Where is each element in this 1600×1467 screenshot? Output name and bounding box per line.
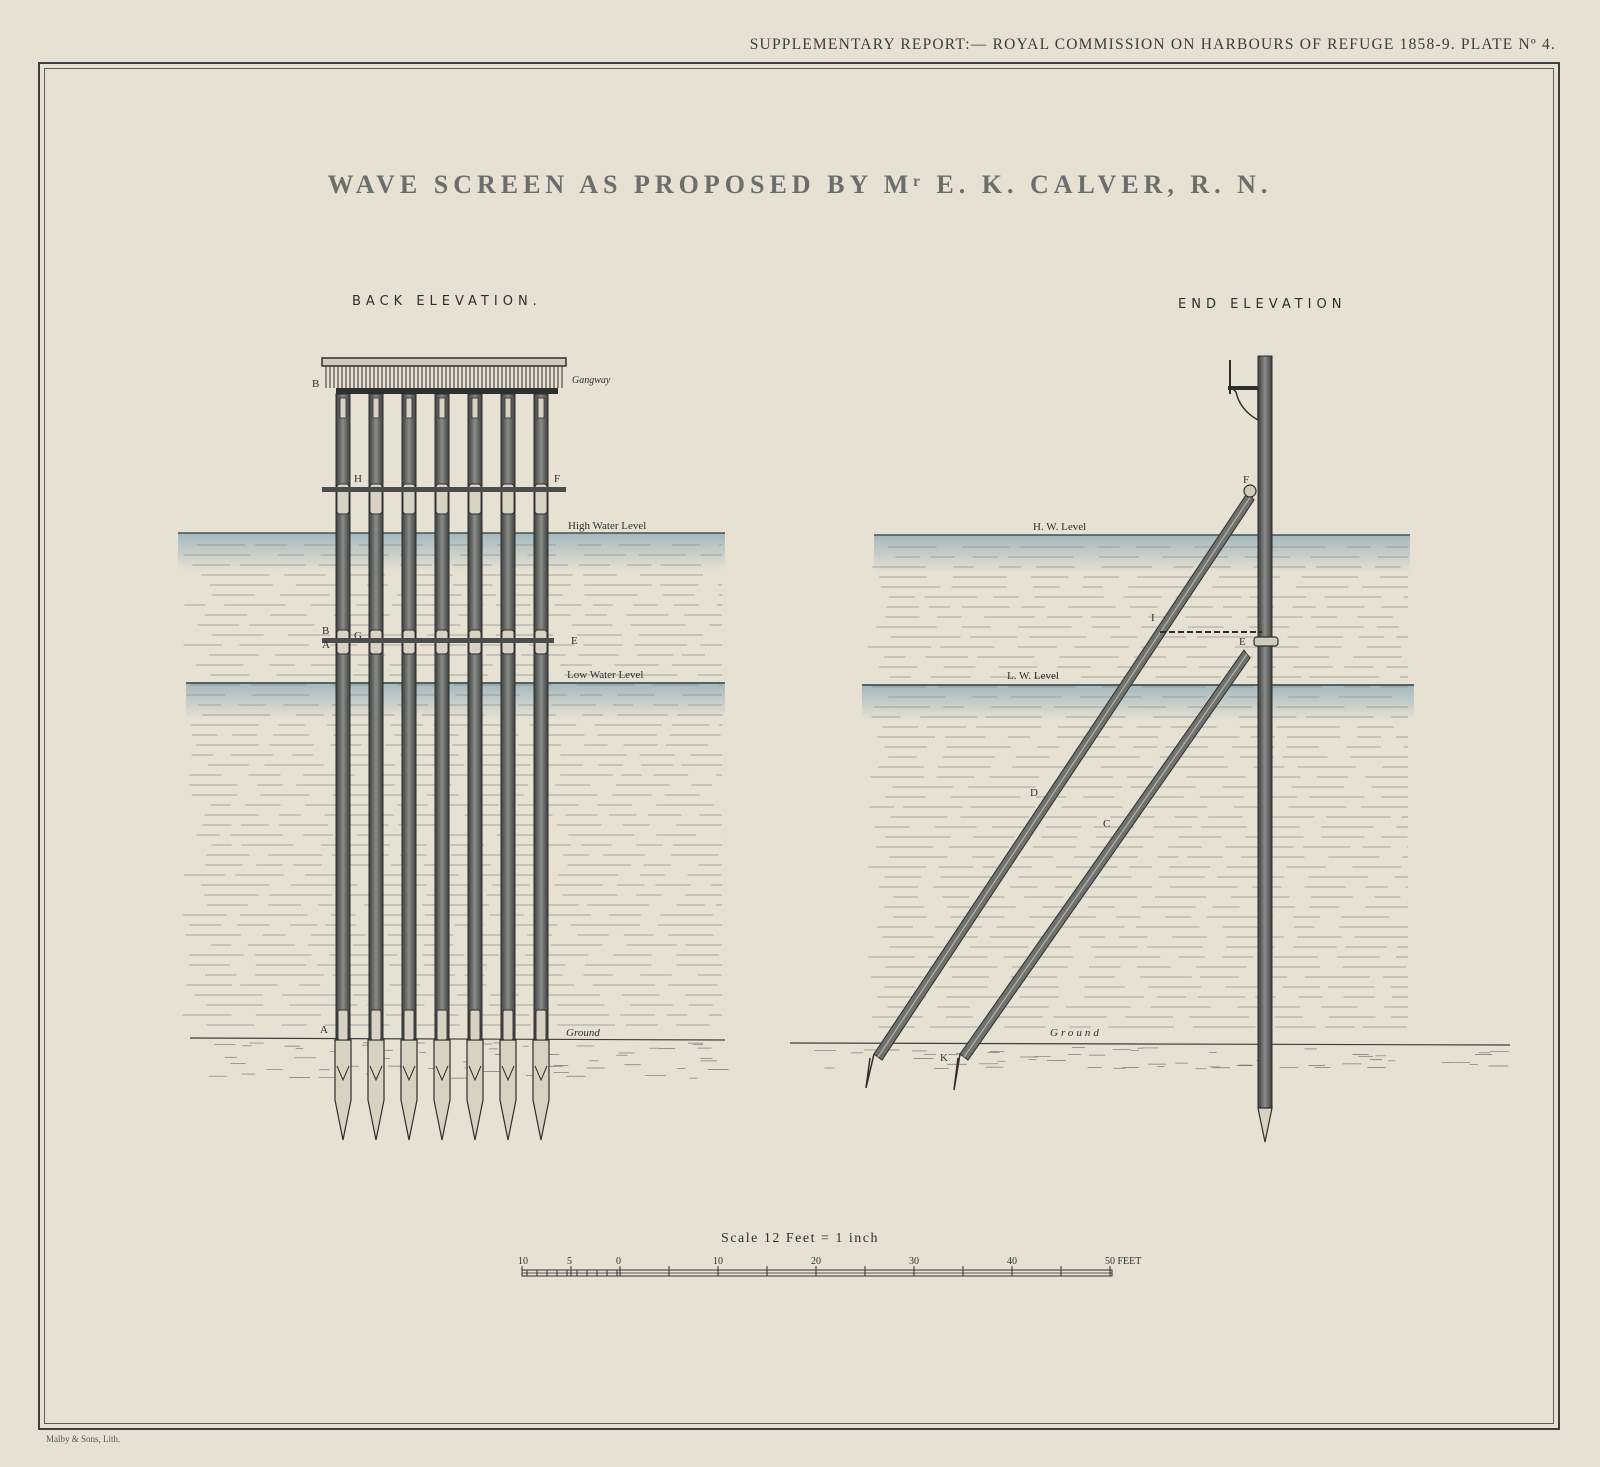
end-ground-label: Ground (1050, 1027, 1102, 1039)
lithographer-imprint: Malby & Sons, Lith. (46, 1434, 121, 1444)
back-letter-e: E (571, 635, 578, 647)
scale-tick-label-2: 0 (616, 1256, 621, 1267)
back-elevation-label: BACK ELEVATION. (352, 294, 542, 309)
end-letter-i: I (1151, 612, 1155, 624)
gangway-label: Gangway (572, 375, 611, 386)
back-high-water-label: High Water Level (568, 520, 647, 532)
upper-waling (322, 487, 566, 492)
back-letter-f: F (554, 473, 561, 485)
scale-tick-label-0: 10 (518, 1256, 528, 1267)
scale-tick-label-4: 20 (811, 1256, 821, 1267)
back-water-hatching (182, 545, 722, 1025)
back-low-water-label: Low Water Level (567, 669, 644, 681)
back-ground (190, 1038, 725, 1040)
end-vertical-pile (1228, 356, 1272, 1142)
end-elevation (790, 356, 1510, 1142)
scale-tick-label-7: 50 FEET (1105, 1256, 1142, 1267)
plate-header: SUPPLEMENTARY REPORT:— ROYAL COMMISSION ON HARBOURS OF REFUGE 1858-9. PLATE Nº 4. (749, 36, 1556, 53)
end-letter-k: K (940, 1052, 948, 1064)
end-strut-d (866, 492, 1254, 1088)
end-letter-f: F (1243, 474, 1250, 486)
scale-tick-label-5: 30 (909, 1256, 919, 1267)
back-ground-label: Ground (566, 1027, 600, 1039)
back-letter-b-top: B (312, 378, 320, 390)
end-letter-e: E (1239, 636, 1246, 648)
back-letter-a-low: A (320, 1024, 328, 1036)
back-letter-g: G (354, 630, 362, 642)
back-letter-a-mid: A (322, 639, 330, 651)
scale-bar (522, 1266, 1112, 1276)
end-letter-d: D (1030, 787, 1038, 799)
gangway (322, 358, 566, 394)
end-high-water-label: H. W. Level (1033, 521, 1087, 533)
scale-tick-label-3: 10 (713, 1256, 723, 1267)
back-letter-h: H (354, 473, 362, 485)
end-elevation-label: END ELEVATION (1178, 297, 1347, 312)
end-letter-c: C (1103, 818, 1111, 830)
back-letter-b-mid: B (322, 625, 330, 637)
plate-title: WAVE SCREEN AS PROPOSED BY Mʳ E. K. CALVER, R. N. (327, 170, 1273, 199)
scale-title: Scale 12 Feet = 1 inch (721, 1231, 879, 1246)
back-elevation (178, 358, 729, 1140)
back-low-water-band (186, 683, 725, 719)
back-piles (335, 394, 549, 1140)
scale-tick-label-6: 40 (1007, 1256, 1017, 1267)
end-ground (790, 1043, 1510, 1045)
end-ground-hatching (814, 1048, 1509, 1069)
end-low-water-label: L. W. Level (1007, 670, 1059, 682)
scale-tick-label-1: 5 (567, 1256, 572, 1267)
end-low-water-band (862, 685, 1414, 721)
